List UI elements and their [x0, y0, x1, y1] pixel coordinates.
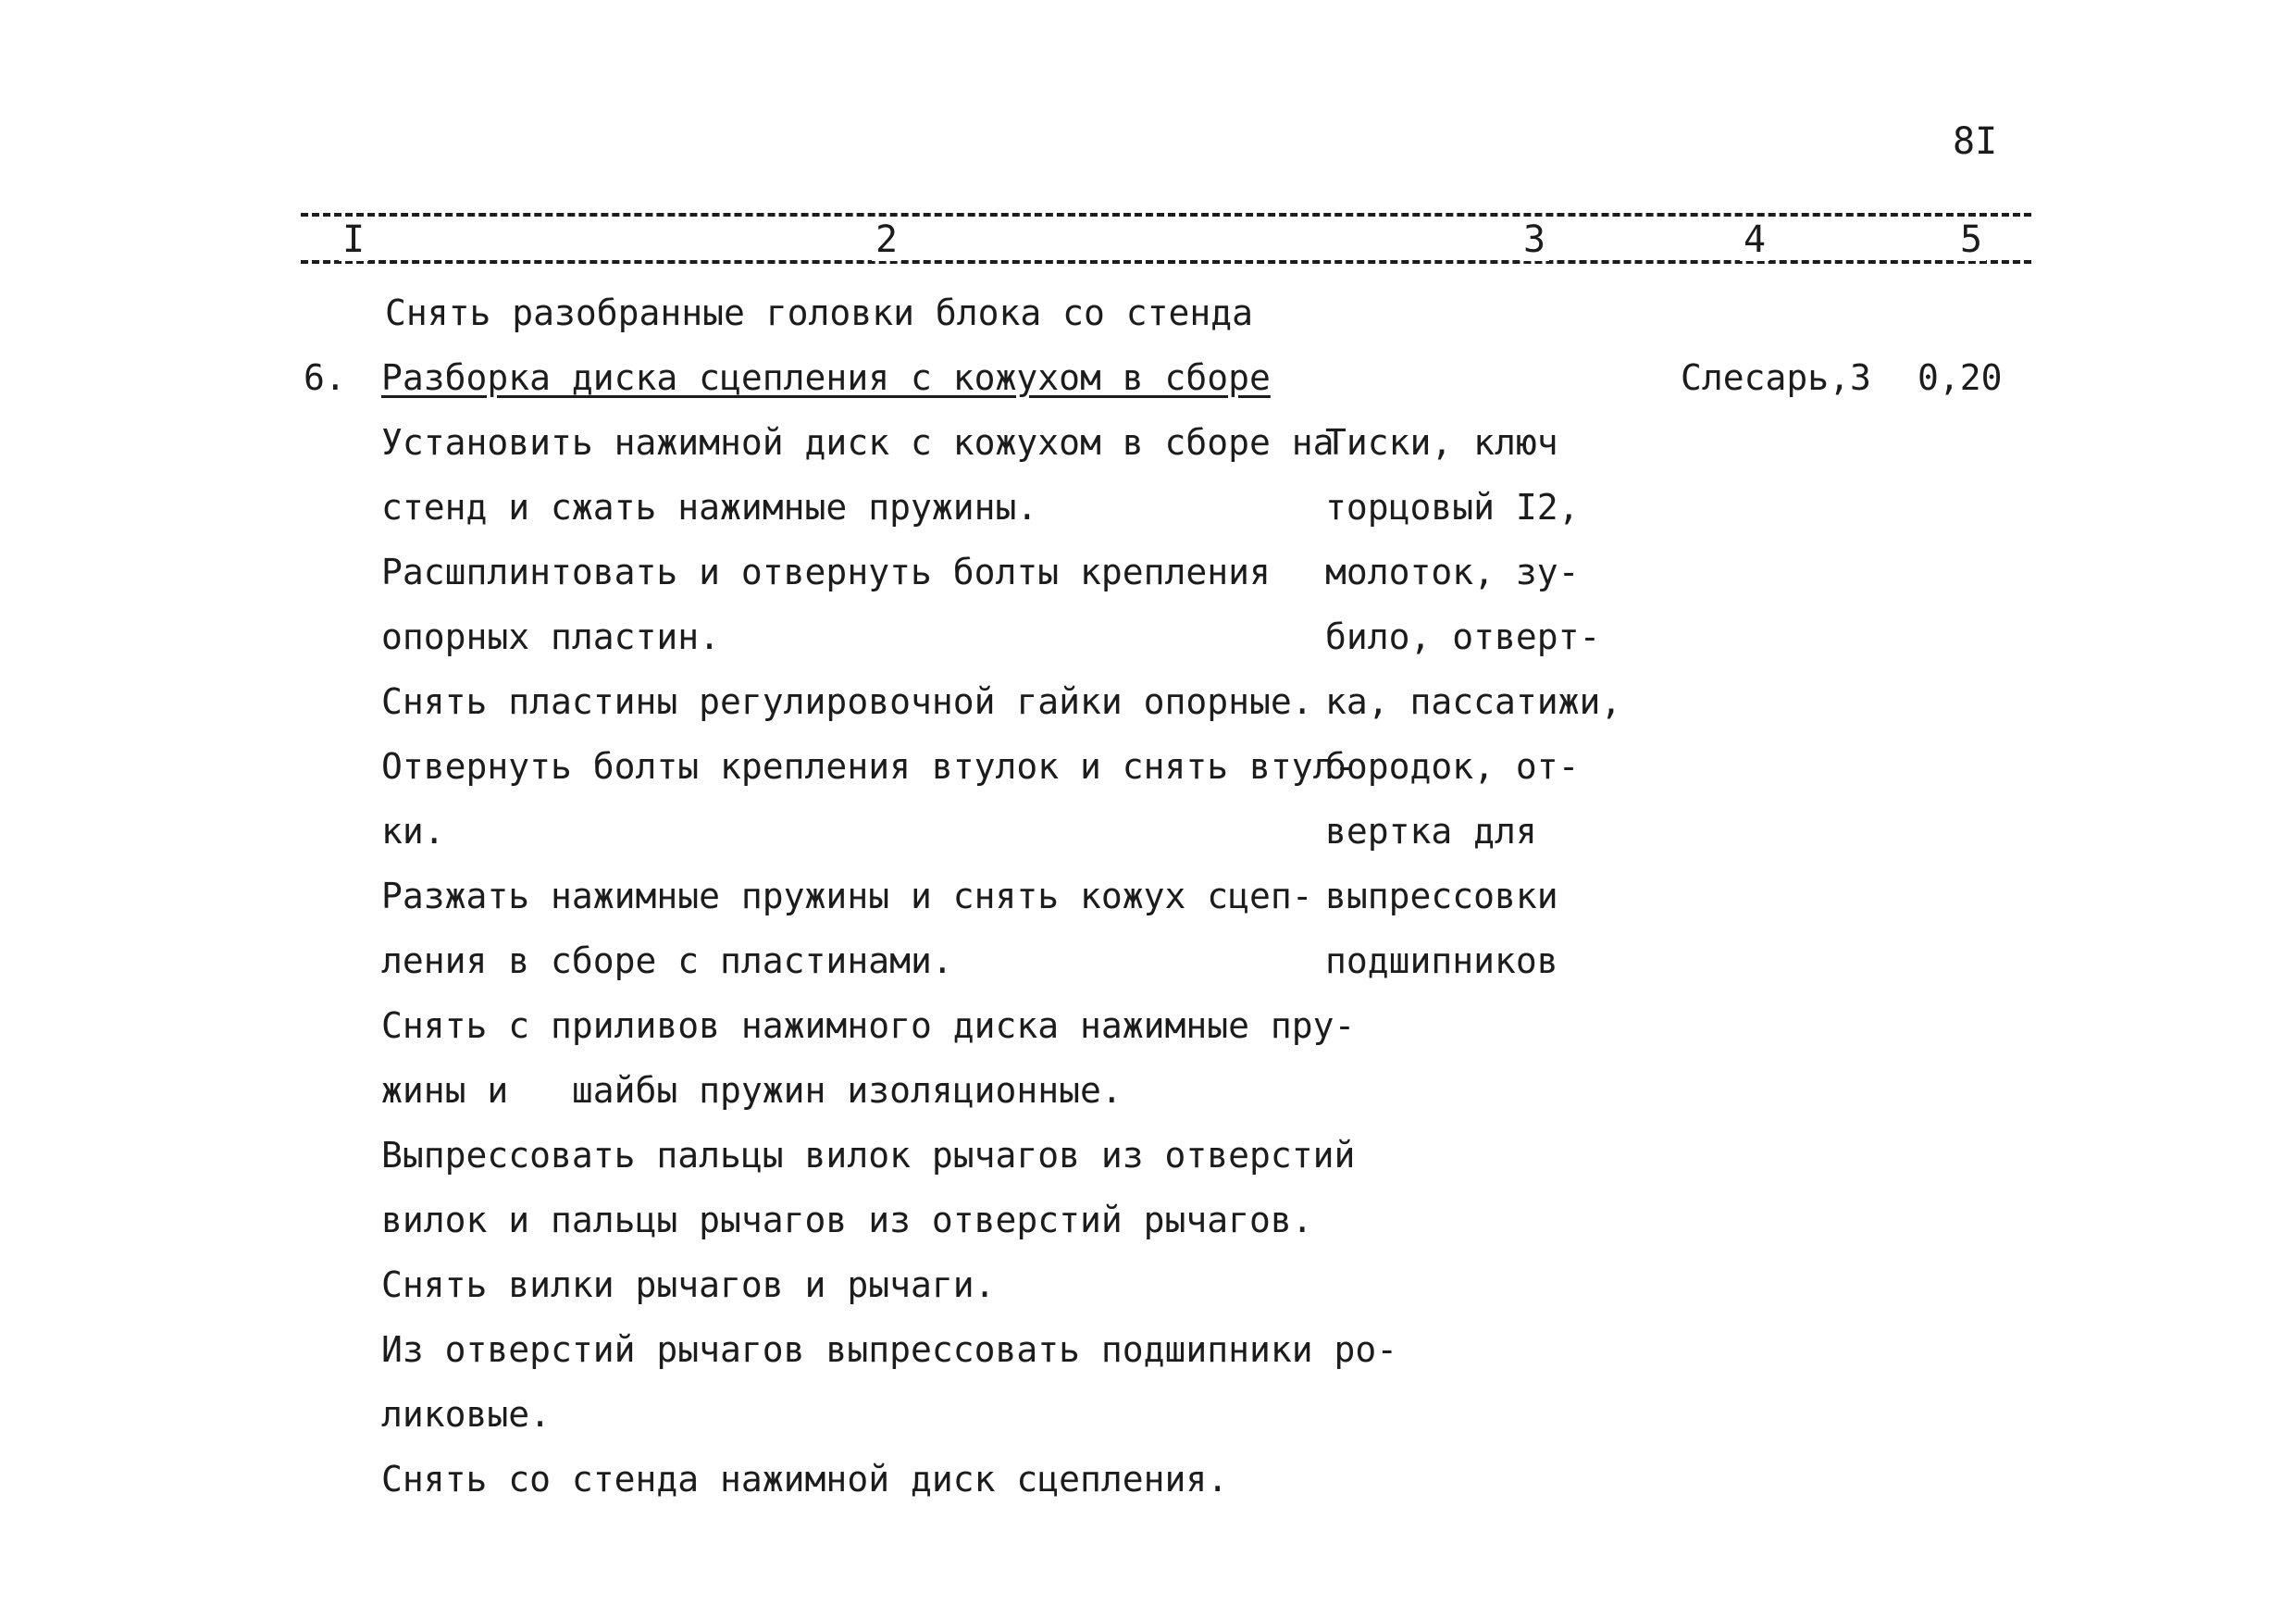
- step-line: Снять пластины регулировочной гайки опорные.: [381, 681, 1313, 722]
- tool-line: выпрессовки: [1325, 876, 1558, 916]
- step-line: Снять со стенда нажимной диск сцепления.: [381, 1459, 1229, 1500]
- column-header-4: 4: [1740, 218, 1769, 261]
- header-bottom-rule: [301, 260, 2031, 264]
- tool-line: ка, пассатижи,: [1325, 681, 1622, 722]
- preceding-step: Снять разобранные головки блока со стенда: [385, 292, 1253, 333]
- tool-line: торцовый I2,: [1325, 487, 1580, 528]
- column-header-5: 5: [1956, 218, 1986, 261]
- tool-line: вертка для: [1325, 811, 1537, 852]
- column-header-2: 2: [872, 218, 901, 261]
- tool-line: било, отверт-: [1325, 616, 1601, 657]
- step-line: Из отверстий рычагов выпрессовать подшипники ро-: [381, 1329, 1398, 1370]
- operation-number: 6.: [304, 357, 346, 398]
- column-header-3: 3: [1520, 218, 1549, 261]
- step-line: Снять вилки рычагов и рычаги.: [381, 1264, 996, 1305]
- operation-title: Разборка диска сцепления с кожухом в сборе: [381, 357, 1271, 398]
- step-line: вилок и пальцы рычагов из отверстий рычагов.: [381, 1200, 1313, 1240]
- step-line: опорных пластин.: [381, 616, 721, 657]
- tool-line: молоток, зу-: [1325, 552, 1580, 592]
- operation-worker: Слесарь,3: [1681, 357, 1871, 398]
- step-line: стенд и сжать нажимные пружины.: [381, 487, 1038, 528]
- step-line: Отвернуть болты крепления втулок и снять втул-: [381, 746, 1356, 787]
- tool-line: Тиски, ключ: [1325, 422, 1558, 463]
- step-line: Расшплинтовать и отвернуть болты крепления: [381, 552, 1271, 592]
- page-number: 8I: [1953, 120, 1998, 163]
- step-line: ления в сборе с пластинами.: [381, 940, 953, 981]
- step-line: жины и шайбы пружин изоляционные.: [381, 1070, 1123, 1111]
- tool-line: подшипников: [1325, 940, 1558, 981]
- header-top-rule: [301, 213, 2031, 217]
- step-line: ки.: [381, 811, 445, 852]
- step-line: Установить нажимной диск с кожухом в сборе на: [381, 422, 1334, 463]
- tool-line: бородок, от-: [1325, 746, 1580, 787]
- operation-time: 0,20: [1917, 357, 2003, 398]
- step-line: Снять с приливов нажимного диска нажимные пру-: [381, 1005, 1356, 1046]
- step-line: ликовые.: [381, 1394, 552, 1435]
- column-header-1: I: [339, 218, 368, 261]
- step-line: Выпрессовать пальцы вилок рычагов из отверстий: [381, 1135, 1356, 1176]
- step-line: Разжать нажимные пружины и снять кожух сцеп-: [381, 876, 1313, 916]
